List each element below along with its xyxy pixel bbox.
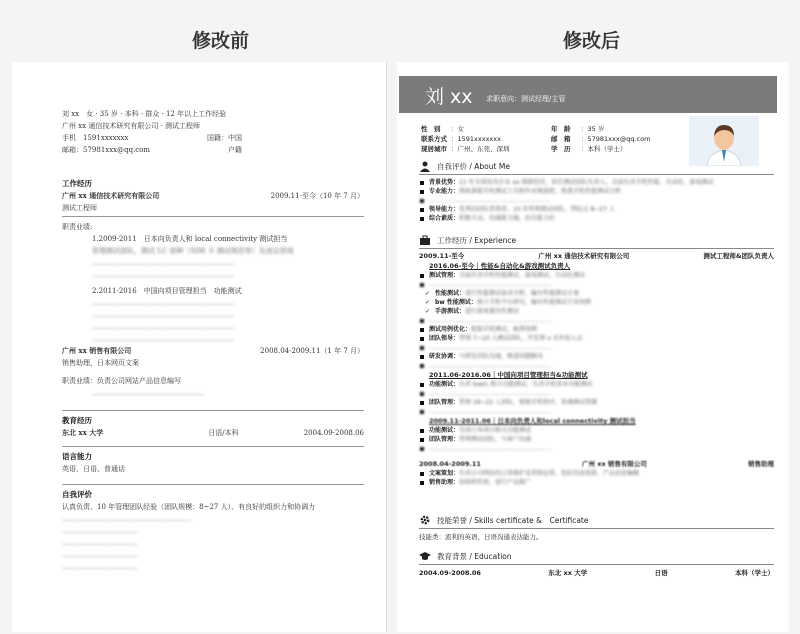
skills-section-title: 技能荣誉 / Skills certificate & Certificate: [419, 514, 774, 529]
briefcase-icon: [419, 234, 431, 246]
graduation-cap-icon: [419, 550, 431, 562]
name-banner: 刘 xx 求职意向：测试经理/主管: [399, 76, 777, 113]
gear-icon: [419, 514, 431, 526]
basic-info: 性 别 ：女 年 龄 ：35 岁 联系方式 ：1591xxxxxxx 邮 箱 ：57981xxx@qq.com 现居城市 ：广州、东莞、深圳 学 历 ：本科（学士）: [421, 125, 651, 153]
work-section-title: 工作经历: [62, 179, 92, 188]
after-heading: 修改后: [563, 26, 620, 53]
person-icon: [419, 160, 431, 172]
experience-section-title: 工作经历 / Experience: [419, 234, 774, 249]
resume-after: 刘 xx 求职意向：测试经理/主管 性 别 ：女 年 龄 ：35 岁 联系方式 ：1591xxxxxxx 邮 箱 ：57981xxx@qq.com 现居城市 ：广州、东莞、深圳 学 历 ：本科（学士） 自我评价 / About Me 背景优势：11 年全球知名企业 xx 规职经历，担任测试团队负责人，全面负责手机性能、自动化、游戏测试 专业能力：熟练掌握手机测试工具和作业规流程，熟悉手机性能测试分析 ................................................................ 领导能力：优秀的团队管理者，10 年管理测试团队，带队过 8~27 人 综合素质：积极主动，沟通能力强，抗压能力好 工作经历 / Experience 2009.11-至今 广州 xx 通信技术研究有限公司 测试工程师&团队负责人 2016.06-至今｜性能&自动化&游戏测试负责人 测试管理：全面负责手机性能测试、游戏测试、自动化测试 ................................................................ ✓ 性能测试：进行性能测试需求分析、编写性能测试方案 ✓ bw 性能测试：独立手机平台研究，编写性能测试专用用例 ✓ 手游测试：进行游戏兼容性测试 ................................................................ 测试用例优化：根据手机测试，梳理用例 团队领导：带领 7~10 人测试团队，开发情 x 名外包人员 ................................................................ 研发协调：与研发团队沟通，推进问题解决 ................................................................ 2011.06-2016.06｜中国向项目管理担当&功能测试 功能测试：负责 basic 相关功能测试，负责手机基本功能测试 ................................................................ 团队管理：管理 16~22 人团队，根据手机程序，协调测试资源 ................................................................ 2009.11-2011.06｜日本向负责人和local connectivity 测试担当 功能测试：完成日本项目相关功能测试 团队管理：管理测试团队，与客户沟通 ................................................................ 2008.04-2009.11 广州 xx 销售有限公司 销售助理 文案策划：负责公司网站的日常维护及营销运营，包括页面更新、产品信息编辑 销售助理：协助销售部，进行产品推广 技能荣誉 / Skills certificate & Certificate 技能类：流利的英语、日语沟通表达能力。 教育背景 / Education 2004.09-2008.06 东北 xx 大学 日语 本科（学士）: [397, 62, 789, 632]
avatar: [689, 116, 759, 166]
company-role-line: 广州 xx 通信技术研究有限公司 · 测试工程师: [62, 122, 201, 130]
education-section-title: 教育背景 / Education: [419, 550, 774, 565]
before-heading: 修改前: [192, 30, 250, 52]
about-section-title: 自我评价 / About Me: [419, 160, 774, 175]
summary-line: 刘 xx 女 · 35 岁 · 本科 · 群众 · 12 年以上工作经验: [62, 110, 227, 118]
resume-before: 刘 xx 女 · 35 岁 · 本科 · 群众 · 12 年以上工作经验 广州 xx 通信技术研究有限公司 · 测试工程师 手机 1591xxxxxxx 国籍：中国 邮箱：57981xxx@qq.com 户籍 工作经历 广州 xx 通信技术研究有限公司 2009.11-至今（10 年 7 月） 测试工程师 职责业绩: 1.2009-2011 日本向负责人和 local connectivity 测试担当 管理测试团队，测试 LC 部种（SIM 卡 测试规范等）及流运营商 ................................................................ ................................................................ 2.2011-2016 中国向项目管理担当 功能测试 ................................................................ ................................................................ ................................................................ ................................................................ 广州 xx 销售有限公司 2008.04-2009.11（1 年 7 月） 销售助理，日本网页文案 职责业绩：负责公司网站产品信息编写 .................................................. 教育经历 东北 xx 大学 日语/本科 2004.09-2008.06 语言能力 英语、日语、普通话 自我评价 认真负责、10 年管理团队经验（团队规模：8~27 人），有良好的组织力和协调力 .......................................................... .................................. .................................. .................................. ..................................: [12, 62, 387, 632]
